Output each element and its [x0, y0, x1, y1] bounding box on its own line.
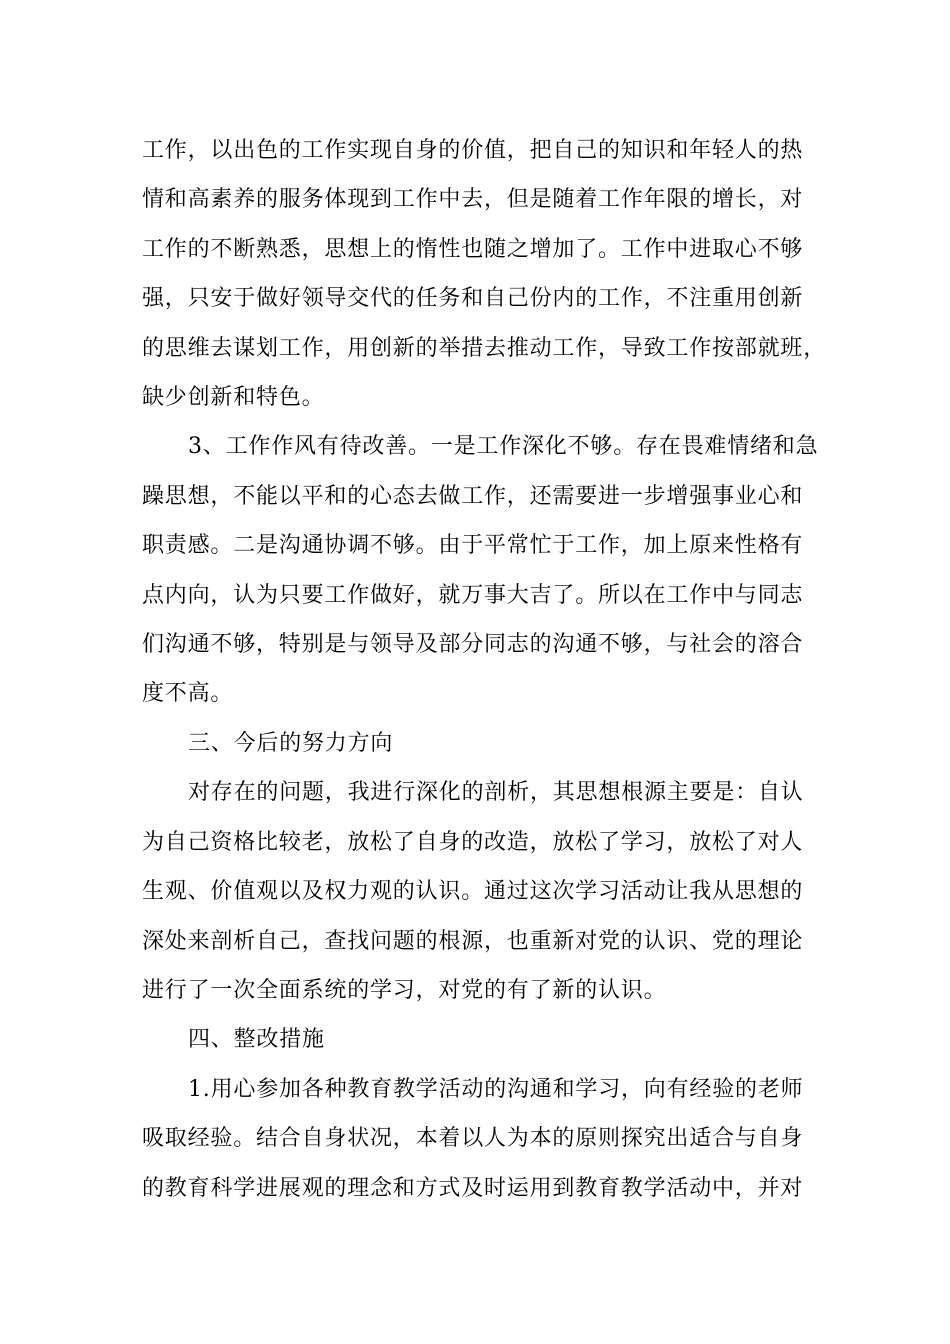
paragraph [142, 1015, 810, 1064]
paragraph [142, 126, 827, 422]
text-line: 点内向，认为只要工作做好，就万事大吉了。所以在工作中与同志 [142, 582, 804, 608]
paragraph [142, 422, 819, 718]
paragraph [142, 1065, 810, 1213]
text-line: 为自己资格比较老，放松了自身的改造，放松了学习，放松了对人 [142, 829, 804, 855]
text-line: 工作，以出色的工作实现自身的价值，把自己的知识和年轻人的热 [142, 138, 804, 163]
text-line: 3、工作作风有待改善。一是工作深化不够。存在畏难情绪和急 [188, 434, 819, 460]
text-line: 的思维去谋划工作，用创新的举措去推动工作，导致工作按部就班， [142, 335, 827, 361]
text-line: 工作的不断熟悉，思想上的惰性也随之增加了。工作中进取心不够 [142, 236, 804, 262]
text-line: 的教育科学进展观的理念和方式及时运用到教育教学活动中，并对 [142, 1175, 804, 1201]
text-line: 三、今后的努力方向 [188, 730, 394, 756]
text-line: 职责感。二是沟通协调不够。由于平常忙于工作，加上原来性格有 [142, 533, 804, 559]
paragraph [142, 768, 810, 1015]
text-line: 四、整改措施 [188, 1027, 325, 1053]
text-line: 缺少创新和特色。 [142, 385, 325, 411]
text-line: 躁思想，不能以平和的心态去做工作，还需要进一步增强事业心和 [142, 483, 804, 509]
paragraph [142, 719, 810, 768]
text-line: 进行了一次全面系统的学习，对党的有了新的认识。 [142, 977, 667, 1003]
text-line: 1.用心参加各种教育教学活动的沟通和学习，向有经验的老师 [188, 1076, 804, 1102]
text-line: 们沟通不够，特别是与领导及部分同志的沟通不够，与社会的溶合 [142, 632, 804, 658]
document-body [142, 126, 827, 1213]
text-line: 情和高素养的服务体现到工作中去，但是随着工作年限的增长，对 [142, 187, 804, 213]
text-line: 强，只安于做好领导交代的任务和自己份内的工作，不注重用创新 [142, 286, 804, 312]
text-line: 度不高。 [142, 681, 234, 707]
text-line: 深处来剖析自己，查找问题的根源，也重新对党的认识、党的理论 [142, 928, 804, 954]
text-line: 吸取经验。结合自身状况，本着以人为本的原则探究出适合与自身 [142, 1126, 804, 1152]
text-line: 对存在的问题，我进行深化的剖析，其思想根源主要是：自认 [188, 780, 804, 806]
text-line: 生观、价值观以及权力观的认识。通过这次学习活动让我从思想的 [142, 879, 804, 905]
